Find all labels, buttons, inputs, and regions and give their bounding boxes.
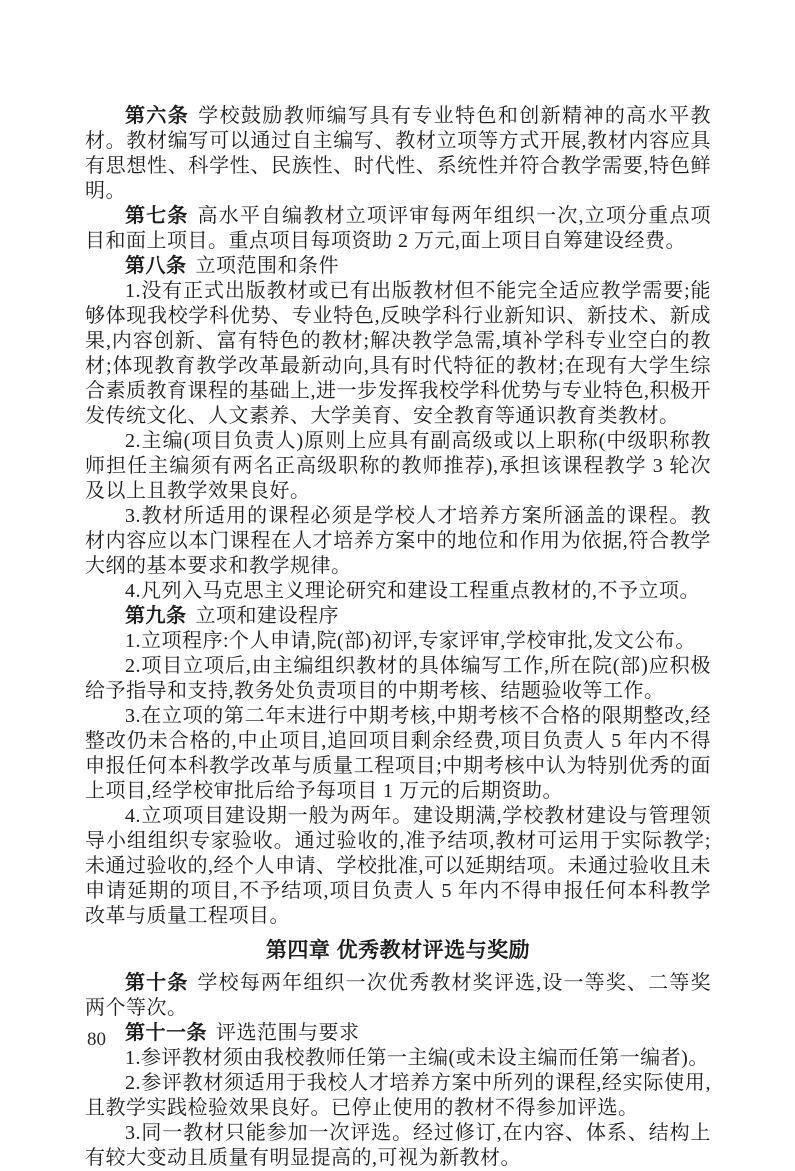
- item-text: 2.主编(项目负责人)原则上应具有副高级或以上职称(中级职称教师担任主编须有两名正高级职称的教师推荐),承担该课程教学 3 轮次及以上且教学效果良好。: [85, 430, 711, 502]
- item-text: 4.凡列入马克思主义理论研究和建设工程重点教材的,不予立项。: [125, 580, 700, 602]
- article-paragraph: [85, 104, 711, 204]
- item-text: 1.立项程序:个人申请,院(部)初评,专家评审,学校审批,发文公布。: [125, 630, 696, 652]
- article-text: 学校每两年组织一次优秀教材奖评选,设一等奖、二等奖两个等次。: [85, 972, 711, 1019]
- list-item-paragraph: [85, 1046, 711, 1071]
- article-label: 第十条: [125, 972, 189, 994]
- article-paragraph: [85, 204, 711, 254]
- list-item-paragraph: [85, 504, 711, 579]
- article-text: 评选范围与要求: [216, 1022, 360, 1044]
- item-text: 3.在立项的第二年末进行中期考核,中期考核不合格的限期整改,经整改仍未合格的,中止项目,追回项目剩余经费,项目负责人 5 年内不得申报任何本科教学改革与质量工程项目;中期考核中认为特别优秀的面上项目,经学校审批后给予每项目 1 万元的后期资助。: [85, 705, 711, 802]
- article-text: 学校鼓励教师编写具有专业特色和创新精神的高水平教材。教材编写可以通过自主编写、教材立项等方式开展,教材内容应具有思想性、科学性、民族性、时代性、系统性并符合教学需要,特色鲜明。: [85, 105, 712, 202]
- list-item-paragraph: [85, 279, 711, 429]
- article-text: 立项和建设程序: [195, 605, 339, 627]
- page-number: 80: [87, 1029, 106, 1050]
- document-body: [85, 104, 711, 1171]
- list-item-paragraph: [85, 804, 711, 929]
- article-label: 第七条: [125, 205, 189, 227]
- item-text: 1.没有正式出版教材或已有出版教材但不能完全适应教学需要;能够体现我校学科优势、专业特色,反映学科行业新知识、新技术、新成果,内容创新、富有特色的教材;解决教学急需,填补学科专业空白的教材;体现教育教学改革最新动向,具有时代特征的教材;在现有大学生综合素质教育课程的基础上,进一步发挥我校学科优势与专业特色,积极开发传统文化、人文素养、大学美育、安全教育等通识教育类教材。: [85, 280, 711, 427]
- item-text: 2.参评教材须适用于我校人才培养方案中所列的课程,经实际使用,且教学实践检验效果良好。已停止使用的教材不得参加评选。: [85, 1072, 711, 1119]
- article-label: 第九条: [125, 605, 187, 627]
- article-paragraph: [85, 254, 711, 279]
- article-paragraph: [85, 971, 711, 1021]
- item-text: 3.教材所适用的课程必须是学校人才培养方案所涵盖的课程。教材内容应以本门课程在人才培养方案中的地位和作用为依据,符合教学大纲的基本要求和教学规律。: [85, 505, 711, 577]
- chapter-heading: 第四章 优秀教材评选与奖励: [265, 939, 531, 962]
- list-item-paragraph: [85, 704, 711, 804]
- list-item-paragraph: [85, 1071, 711, 1121]
- list-item-paragraph: [85, 579, 711, 604]
- article-label: 第八条: [125, 255, 187, 277]
- item-text: 4.立项项目建设期一般为两年。建设期满,学校教材建设与管理领导小组组织专家验收。通过验收的,准予结项,教材可运用于实际教学;未通过验收的,经个人申请、学校批准,可以延期结项。未通过验收且未申请延期的项目,不予结项,项目负责人 5 年内不得申报任何本科教学改革与质量工程项目。: [85, 805, 711, 927]
- article-label: 第六条: [125, 105, 190, 127]
- item-text: 3.同一教材只能参加一次评选。经过修订,在内容、体系、结构上有较大变动且质量有明显提高的,可视为新教材。: [85, 1122, 711, 1169]
- list-item-paragraph: [85, 1121, 711, 1171]
- article-text: 高水平自编教材立项评审每两年组织一次,立项分重点项目和面上项目。重点项目每项资助 2 万元,面上项目自筹建设经费。: [85, 205, 711, 252]
- article-label: 第十一条: [125, 1022, 207, 1044]
- list-item-paragraph: [85, 654, 711, 704]
- item-text: 1.参评教材须由我校教师任第一主编(或未设主编而任第一编者)。: [125, 1047, 709, 1069]
- list-item-paragraph: [85, 629, 711, 654]
- item-text: 2.项目立项后,由主编组织教材的具体编写工作,所在院(部)应积极给予指导和支持,教务处负责项目的中期考核、结题验收等工作。: [85, 655, 711, 702]
- article-paragraph: [85, 604, 711, 629]
- article-text: 立项范围和条件: [195, 255, 339, 277]
- list-item-paragraph: [85, 429, 711, 504]
- article-paragraph: [85, 1021, 711, 1046]
